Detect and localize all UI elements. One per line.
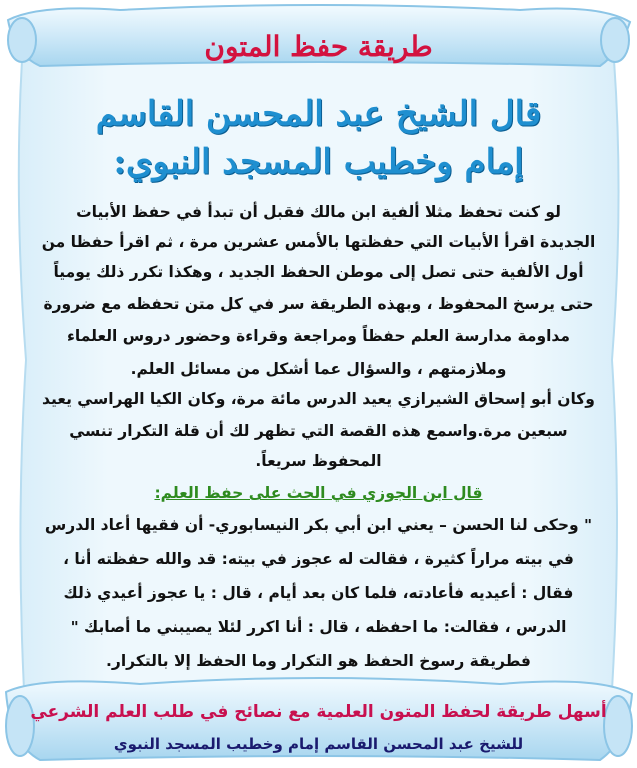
heading-line-1: قال الشيخ عبد المحسن القاسم xyxy=(95,94,542,134)
quote-line: الدرس ، فقالت: ما احفظه ، قال : أنا اكرر لئلا يصيبني ما أصابك " xyxy=(70,618,567,636)
quote-line: فقال : أعيديه فأعادته، فلما كان بعد أيام ، قال : يا عجوز أعيدي ذلك xyxy=(63,584,574,602)
body-line: مداومة مدارسة العلم حفظاً ومراجعة وقراءة وحضور دروس العلماء xyxy=(67,327,570,345)
quote-line: " وحكى لنا الحسن – يعني ابن أبي بكر النيسابوري- أن فقيها أعاد الدرس xyxy=(44,516,593,534)
body-line: وملازمتهم ، والسؤال عما أشكل من مسائل العلم. xyxy=(130,360,507,378)
body-line: وكان أبو إسحاق الشيرازي يعيد الدرس مائة مرة، وكان الكيا الهراسي يعيد xyxy=(42,390,595,408)
heading-line-2: إمام وخطيب المسجد النبوي: xyxy=(113,142,524,182)
body-line: لو كنت تحفظ مثلا ألفية ابن مالك فقبل أن تبدأ في حفظ الأبيات xyxy=(76,203,561,221)
body-line: أول الألفية حتى تصل إلى موطن الحفظ الجديد ، وهكذا تكرر ذلك يومياً xyxy=(53,263,584,281)
quote-line: فطريقة رسوخ الحفظ هو التكرار وما الحفظ إلا بالتكرار. xyxy=(106,652,531,670)
body-line: المحفوظ سريعاً. xyxy=(255,452,382,470)
body-line: سبعين مرة.واسمع هذه القصة التي تظهر لك أن قلة التكرار تنسي xyxy=(69,422,568,440)
quote-line: في بيته مراراً كثيرة ، فقالت له عجوز في بيته: قد والله حفظته أنا ، xyxy=(63,550,574,568)
sub-heading: قال ابن الجوزي في الحث على حفظ العلم: xyxy=(154,484,483,502)
body-line: الجديدة اقرأ الأبيات التي حفظتها بالأمس عشرين مرة ، ثم اقرأ حفظا من xyxy=(41,233,596,251)
page-title: طريقة حفظ المتون xyxy=(204,30,433,63)
footer-title: أسهل طريقة لحفظ المتون العلمية مع نصائح في طلب العلم الشرعي xyxy=(30,702,607,722)
body-line: حتى يرسخ المحفوظ ، وبهذه الطريقة سر في كل متن تحفظه مع ضرورة xyxy=(43,295,594,313)
footer-credit: للشيخ عبد المحسن القاسم إمام وخطيب المسجد النبوي xyxy=(113,735,524,753)
